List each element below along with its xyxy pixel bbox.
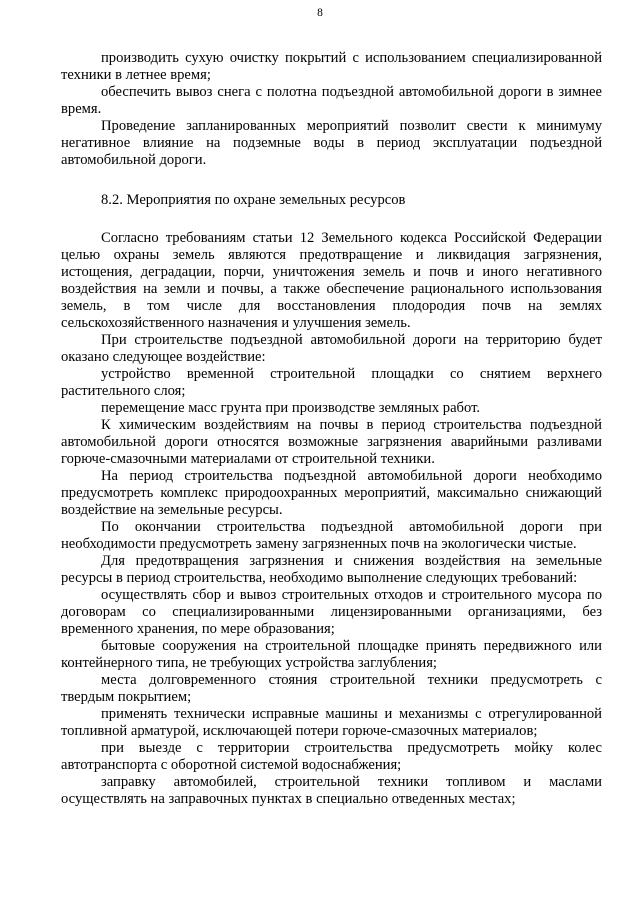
section-heading: 8.2. Мероприятия по охране земельных ресурсов xyxy=(101,192,406,208)
paragraph: производить сухую очистку покрытий с использованием специализированной техники в летнее время; xyxy=(61,50,602,83)
list-item: при выезде с территории строительства предусмотреть мойку колес автотранспорта с оборотной системой водоснабжения; xyxy=(61,740,602,773)
list-item: осуществлять сбор и вывоз строительных отходов и строительного мусора по договорам со специализированными лицензированными организациями, без временного хранения, по мере образования; xyxy=(61,587,602,637)
list-item: заправку автомобилей, строительной техники топливом и маслами осуществлять на заправочных пунктах в специально отведенных местах; xyxy=(61,774,602,807)
paragraph: На период строительства подъездной автомобильной дороги необходимо предусмотреть комплекс природоохранных мероприятий, максимально снижающий воздействие на земельные ресурсы. xyxy=(61,468,602,518)
paragraph: Проведение запланированных мероприятий позволит свести к минимуму негативное влияние на подземные воды в период эксплуатации подъездной автомобильной дороги. xyxy=(61,118,602,168)
paragraph: При строительстве подъездной автомобильной дороги на территорию будет оказано следующее воздействие: xyxy=(61,332,602,365)
page-number: 8 xyxy=(317,7,323,19)
paragraph: Согласно требованиям статьи 12 Земельного кодекса Российской Федерации целью охраны земель являются предотвращение и ликвидация загрязнения, истощения, деградации, порчи, уничтожения земель и почв и иного негативного воздействия на земли и почвы, а также обеспечение рационального использования земель, в том числе для восстановления плодородия почв на землях сельскохозяйственного назначения и улучшения земель. xyxy=(61,230,602,331)
paragraph: Для предотвращения загрязнения и снижения воздействия на земельные ресурсы в период строительства, необходимо выполнение следующих требований: xyxy=(61,553,602,586)
paragraph: обеспечить вывоз снега с полотна подъездной автомобильной дороги в зимнее время. xyxy=(61,84,602,117)
list-item: бытовые сооружения на строительной площадке принять передвижного или контейнерного типа, не требующих устройства заглубления; xyxy=(61,638,602,671)
list-item: места долговременного стояния строительной техники предусмотреть с твердым покрытием; xyxy=(61,672,602,705)
paragraph: По окончании строительства подъездной автомобильной дороги при необходимости предусмотреть замену загрязненных почв на экологически чистые. xyxy=(61,519,602,552)
list-item: перемещение масс грунта при производстве земляных работ. xyxy=(101,400,481,416)
paragraph: К химическим воздействиям на почвы в период строительства подъездной автомобильной дороги относятся возможные загрязнения аварийными разливами горюче-смазочными материалами от строительной техники. xyxy=(61,417,602,467)
page-content xyxy=(61,50,602,808)
list-item: устройство временной строительной площадки со снятием верхнего растительного слоя; xyxy=(61,366,602,399)
list-item: применять технически исправные машины и механизмы с отрегулированной топливной арматурой, исключающей потери горюче-смазочных материалов; xyxy=(61,706,602,739)
